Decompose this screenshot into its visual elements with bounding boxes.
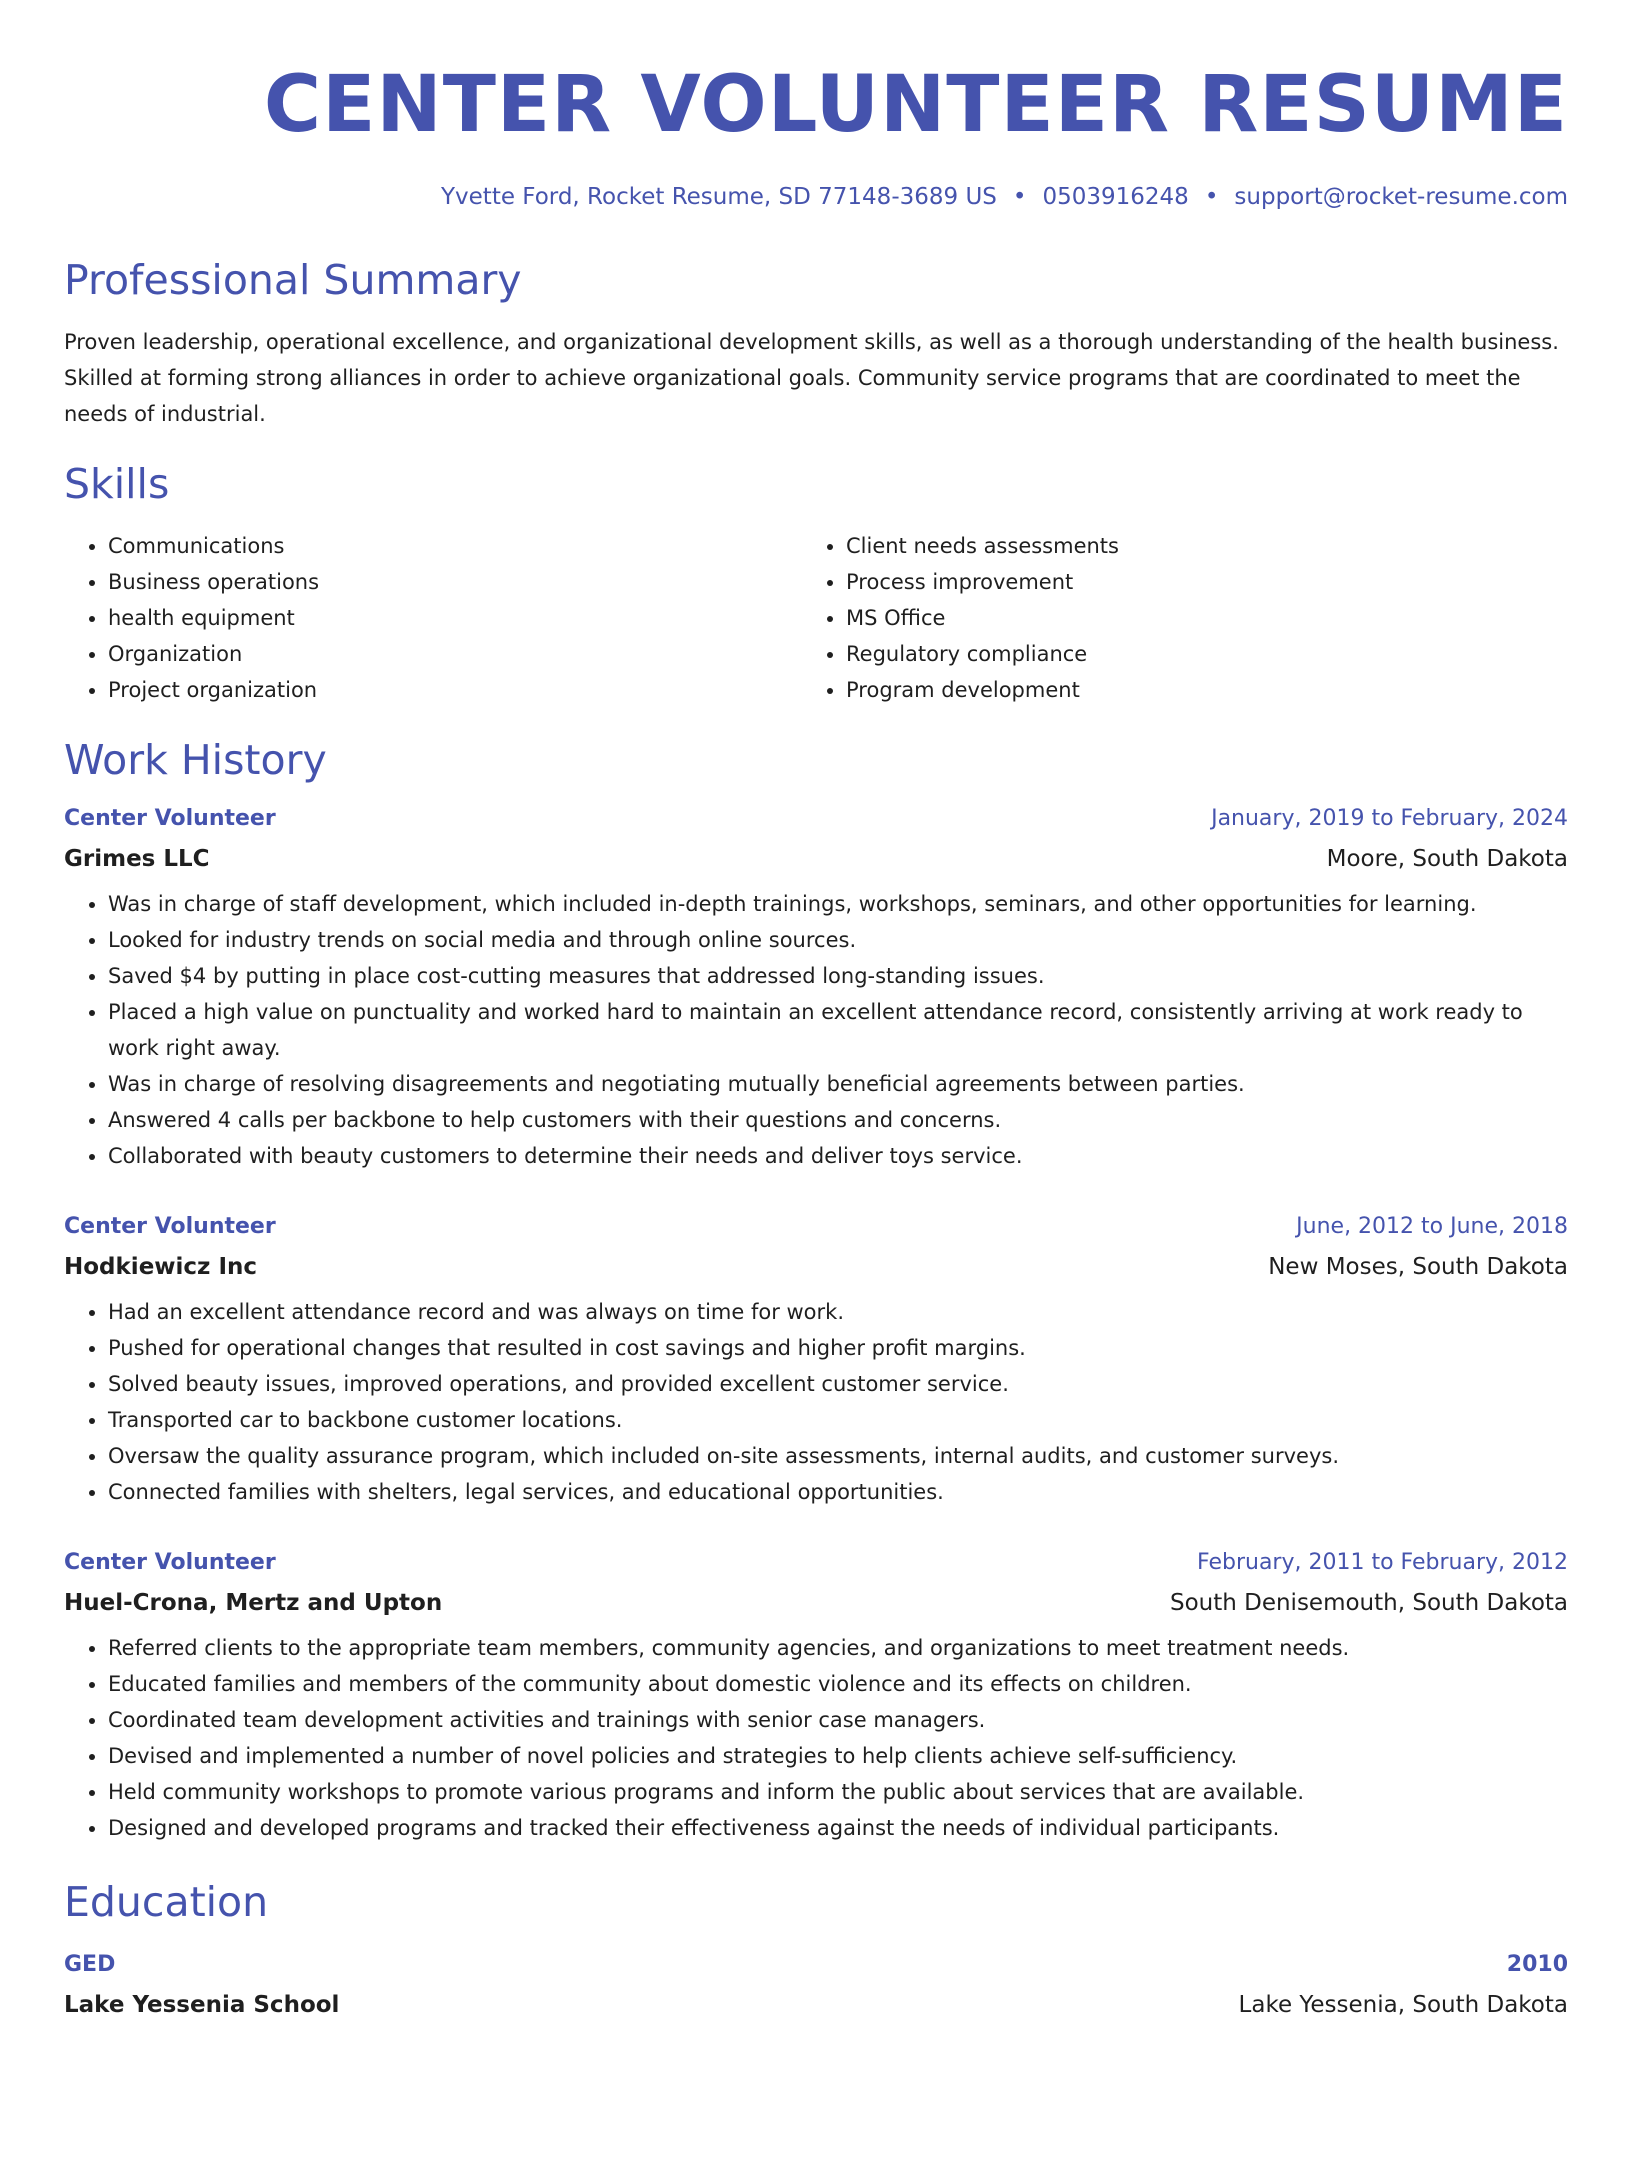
summary-text: Proven leadership, operational excellence, and organizational development skills, as well as a thorough understanding of the health business. Skilled at forming strong alliances in order to achieve organizational goals. Community service programs that are coordinated to meet the needs of industrial. xyxy=(64,330,1559,426)
job-dates: February, 2011 to February, 2012 xyxy=(1197,1550,1568,1575)
job-company: Huel-Crona, Mertz and Upton xyxy=(64,1590,443,1616)
education-degree-row xyxy=(64,1950,1568,1980)
job-dates: January, 2019 to February, 2024 xyxy=(1211,806,1568,831)
job-company: Grimes LLC xyxy=(64,846,210,872)
job-bullet: • Solved beauty issues, improved operations, and provided excellent customer service. xyxy=(108,1366,1568,1402)
job-bullet: • Had an excellent attendance record and was always on time for work. xyxy=(108,1294,1568,1330)
job-bullet: • Was in charge of staff development, which included in-depth trainings, workshops, seminars, and other opportunities for learning. xyxy=(108,886,1568,922)
job-title: Center Volunteer xyxy=(64,806,276,831)
skill-item: • Process improvement xyxy=(846,564,1540,600)
skill-item: • Organization xyxy=(108,636,802,672)
job-location: Moore, South Dakota xyxy=(1326,846,1568,872)
job-company: Hodkiewicz Inc xyxy=(64,1254,258,1280)
job-bullet: • Pushed for operational changes that resulted in cost savings and higher profit margins. xyxy=(108,1330,1568,1366)
summary-heading: Professional Summary xyxy=(64,256,522,304)
job-bullet: • Looked for industry trends on social media and through online sources. xyxy=(108,922,1568,958)
job-bullets xyxy=(64,1630,1568,1846)
job-entry xyxy=(64,804,1568,1174)
job-role-row xyxy=(64,1548,1568,1578)
job-bullet: • Transported car to backbone customer locations. xyxy=(108,1402,1568,1438)
education-school: Lake Yessenia School xyxy=(64,1992,340,2018)
skills-column-left xyxy=(64,528,802,708)
skills-list xyxy=(64,528,1568,708)
job-title: Center Volunteer xyxy=(64,1550,276,1575)
job-bullet: • Collaborated with beauty customers to determine their needs and deliver toys service. xyxy=(108,1138,1568,1174)
skill-item: • Client needs assessments xyxy=(846,528,1540,564)
job-bullets xyxy=(64,886,1568,1174)
resume-page xyxy=(0,60,1632,2178)
job-role-row xyxy=(64,1212,1568,1242)
education-location: Lake Yessenia, South Dakota xyxy=(1238,1992,1568,2018)
job-bullets xyxy=(64,1294,1568,1510)
job-bullet: • Answered 4 calls per backbone to help customers with their questions and concerns. xyxy=(108,1102,1568,1138)
contact-line xyxy=(64,182,1568,212)
skill-item: • Business operations xyxy=(108,564,802,600)
skill-item: • Communications xyxy=(108,528,802,564)
skills-column-right xyxy=(802,528,1540,708)
job-bullet: • Saved $4 by putting in place cost-cutting measures that addressed long-standing issues. xyxy=(108,958,1568,994)
education-entry xyxy=(64,1950,1568,2020)
job-bullet: • Connected families with shelters, legal services, and educational opportunities. xyxy=(108,1474,1568,1510)
resume-title: CENTER VOLUNTEER RESUME xyxy=(263,60,1568,150)
contact-address: Yvette Ford, Rocket Resume, SD 77148-3689 US xyxy=(440,184,997,210)
skill-item: • Program development xyxy=(846,672,1540,708)
separator-dot: • xyxy=(1204,184,1219,210)
skills-heading: Skills xyxy=(64,460,170,508)
job-bullet: • Was in charge of resolving disagreements and negotiating mutually beneficial agreements between parties. xyxy=(108,1066,1568,1102)
job-bullet: • Coordinated team development activities and trainings with senior case managers. xyxy=(108,1702,1568,1738)
education-school-row xyxy=(64,1990,1568,2020)
job-bullet: • Educated families and members of the community about domestic violence and its effects on children. xyxy=(108,1666,1568,1702)
job-bullet: • Devised and implemented a number of novel policies and strategies to help clients achieve self-sufficiency. xyxy=(108,1738,1568,1774)
job-entry xyxy=(64,1212,1568,1510)
job-bullet: • Held community workshops to promote various programs and inform the public about services that are available. xyxy=(108,1774,1568,1810)
job-bullet: • Oversaw the quality assurance program, which included on-site assessments, internal audits, and customer surveys. xyxy=(108,1438,1568,1474)
job-bullet: • Designed and developed programs and tracked their effectiveness against the needs of individual participants. xyxy=(108,1810,1568,1846)
work-history-heading: Work History xyxy=(64,736,327,784)
job-bullet: • Placed a high value on punctuality and worked hard to maintain an excellent attendance record, consistently arriving at work ready to work right away. xyxy=(108,994,1568,1066)
skill-item: • MS Office xyxy=(846,600,1540,636)
job-dates: June, 2012 to June, 2018 xyxy=(1296,1214,1568,1239)
job-location: South Denisemouth, South Dakota xyxy=(1169,1590,1568,1616)
education-degree: GED xyxy=(64,1952,116,1977)
education-heading: Education xyxy=(64,1878,269,1926)
job-company-row xyxy=(64,1252,1568,1282)
job-company-row xyxy=(64,1588,1568,1618)
education-year: 2010 xyxy=(1506,1952,1568,1977)
job-title: Center Volunteer xyxy=(64,1214,276,1239)
separator-dot: • xyxy=(1012,184,1027,210)
job-location: New Moses, South Dakota xyxy=(1268,1254,1568,1280)
job-bullet: • Referred clients to the appropriate team members, community agencies, and organizations to meet treatment needs. xyxy=(108,1630,1568,1666)
job-role-row xyxy=(64,804,1568,834)
skill-item: • Regulatory compliance xyxy=(846,636,1540,672)
job-company-row xyxy=(64,844,1568,874)
contact-email: support@rocket-resume.com xyxy=(1234,184,1568,210)
job-entry xyxy=(64,1548,1568,1846)
contact-phone: 0503916248 xyxy=(1042,184,1189,210)
skill-item: • Project organization xyxy=(108,672,802,708)
skill-item: • health equipment xyxy=(108,600,802,636)
